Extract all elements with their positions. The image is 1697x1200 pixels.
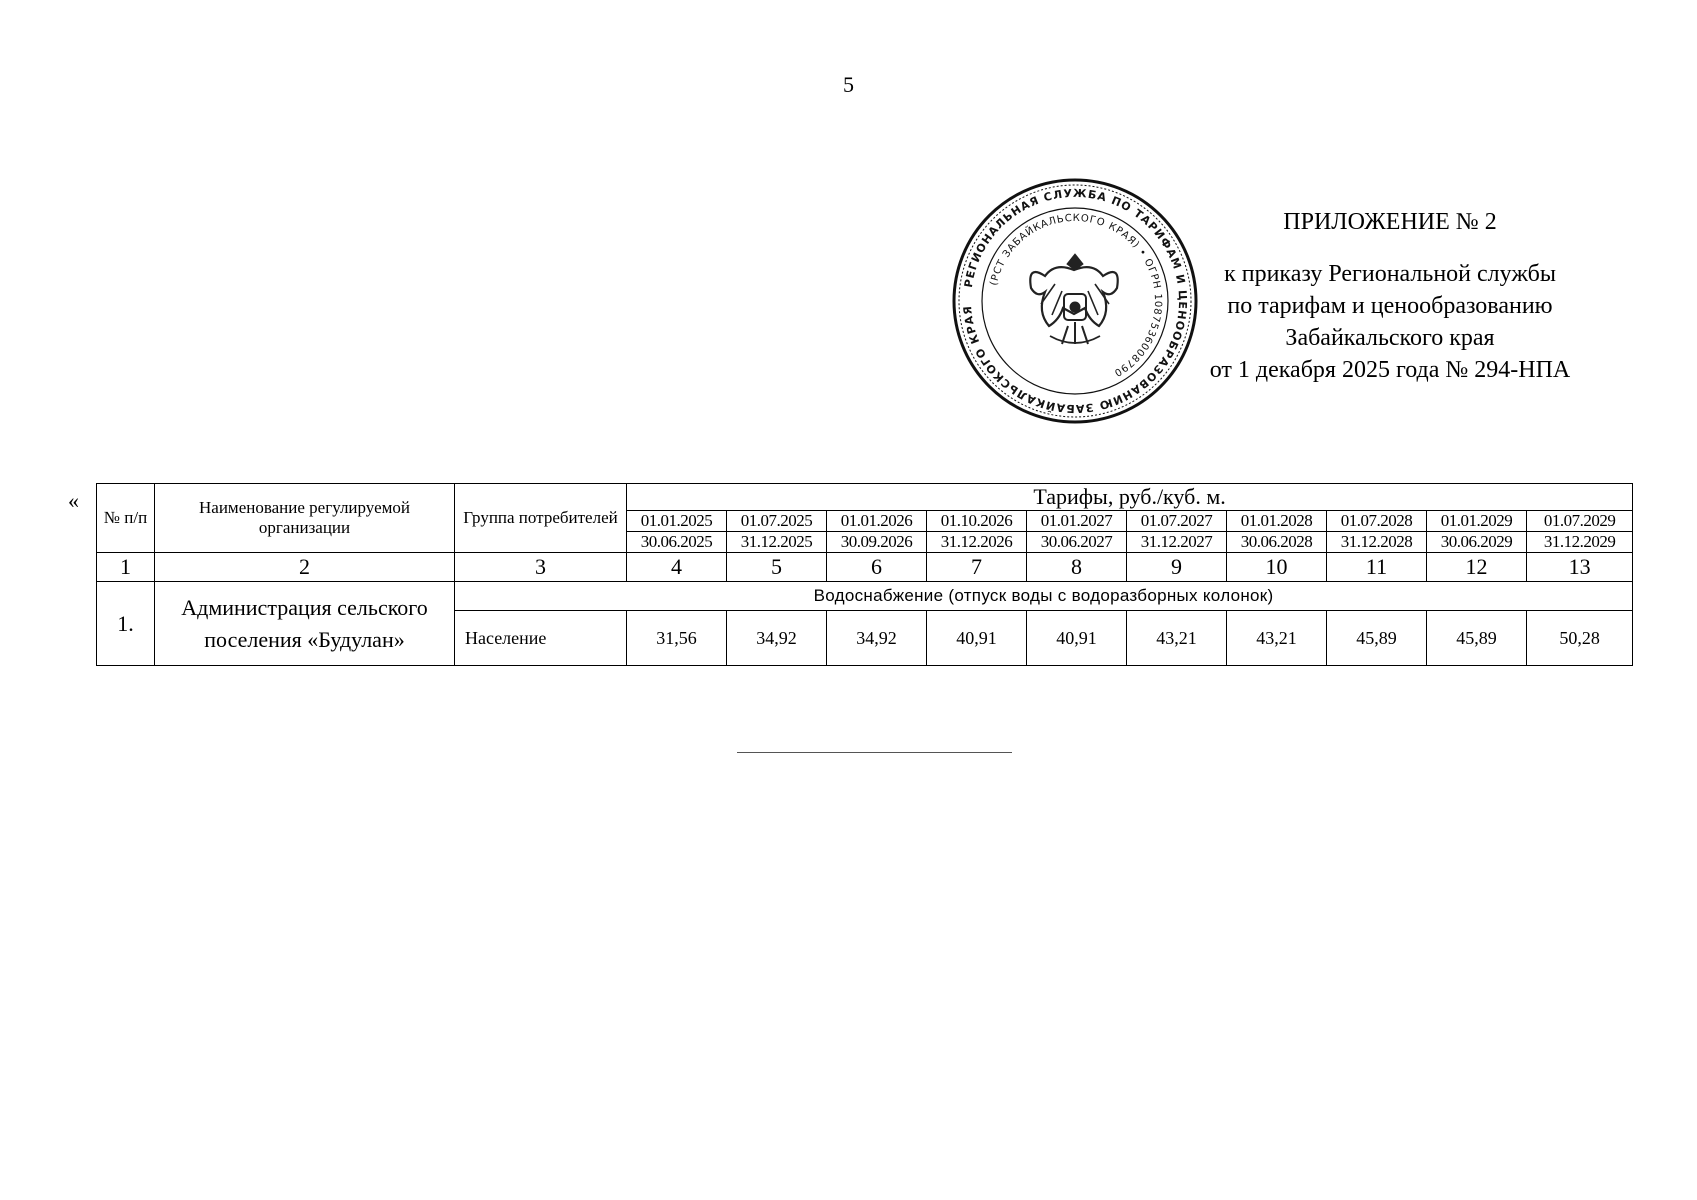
- column-index: 6: [827, 553, 927, 582]
- column-index: 8: [1027, 553, 1127, 582]
- end-divider: [737, 752, 1012, 753]
- period-header: [1127, 511, 1227, 553]
- table-row: [97, 582, 1633, 611]
- period-to: 31.12.2029: [1543, 532, 1616, 551]
- period-to: 30.06.2025: [640, 532, 713, 551]
- period-to: 30.06.2029: [1440, 532, 1513, 551]
- period-from: 01.01.2026: [827, 511, 927, 532]
- consumer-group: Население: [455, 611, 627, 666]
- period-header: [1027, 511, 1127, 553]
- column-index-row: [97, 553, 1633, 582]
- header-group: Группа потребителей: [455, 484, 627, 553]
- period-to: 31.12.2027: [1140, 532, 1213, 551]
- period-header: [927, 511, 1027, 553]
- page-number: 5: [843, 72, 854, 97]
- period-to: 30.09.2026: [840, 532, 913, 551]
- seal-outer-text: РЕГИОНАЛЬНАЯ СЛУЖБА ПО ТАРИФАМ И ЦЕНООБРАЗОВАНИЮ ЗАБАЙКАЛЬСКОГО КРАЯ: [961, 186, 1190, 416]
- opening-quote: «: [68, 488, 79, 513]
- period-from: 01.01.2028: [1227, 511, 1327, 532]
- tariff-value: 45,89: [1427, 611, 1527, 666]
- period-header: [1427, 511, 1527, 553]
- period-to: 30.06.2027: [1040, 532, 1113, 551]
- column-index: 2: [155, 553, 455, 582]
- tariff-value: 34,92: [727, 611, 827, 666]
- column-index: 3: [455, 553, 627, 582]
- organization-name: Администрация сельского поселения «Будулан»: [155, 582, 455, 666]
- tariff-value: 43,21: [1227, 611, 1327, 666]
- period-from: 01.01.2025: [627, 511, 727, 532]
- tariff-value: 50,28: [1527, 611, 1633, 666]
- period-header: [1527, 511, 1633, 553]
- column-index: 7: [927, 553, 1027, 582]
- tariff-value: 43,21: [1127, 611, 1227, 666]
- period-header: [1327, 511, 1427, 553]
- period-header: [1227, 511, 1327, 553]
- double-headed-eagle-icon: [1030, 254, 1117, 344]
- period-to: 30.06.2028: [1240, 532, 1313, 551]
- column-index: 1: [97, 553, 155, 582]
- appendix-title: ПРИЛОЖЕНИЕ № 2: [1283, 209, 1497, 235]
- appendix-line: от 1 декабря 2025 года № 294-НПА: [1209, 357, 1571, 383]
- appendix-line: Забайкальского края: [1285, 325, 1495, 351]
- tariff-value: 40,91: [927, 611, 1027, 666]
- header-num: № п/п: [97, 484, 155, 553]
- column-index: 4: [627, 553, 727, 582]
- tariff-value: 34,92: [827, 611, 927, 666]
- period-from: 01.07.2029: [1527, 511, 1633, 532]
- column-index: 13: [1527, 553, 1633, 582]
- period-header: [827, 511, 927, 553]
- period-header: [627, 511, 727, 553]
- period-header: [727, 511, 827, 553]
- tariff-value: 31,56: [627, 611, 727, 666]
- tariff-value: 40,91: [1027, 611, 1127, 666]
- appendix-line: по тарифам и ценообразованию: [1227, 293, 1553, 319]
- period-from: 01.10.2026: [927, 511, 1027, 532]
- seal-inner-text: (РСТ ЗАБАЙКАЛЬСКОГО КРАЯ) • ОГРН 1087536008790: [988, 212, 1164, 379]
- period-to: 31.12.2025: [740, 532, 813, 551]
- section-title: Водоснабжение (отпуск воды с водоразборных колонок): [455, 582, 1633, 611]
- period-from: 01.07.2028: [1327, 511, 1427, 532]
- header-tariffs: Тарифы, руб./куб. м.: [627, 484, 1633, 511]
- appendix-reference: [1130, 258, 1650, 386]
- column-index: 5: [727, 553, 827, 582]
- period-from: 01.01.2029: [1427, 511, 1527, 532]
- column-index: 10: [1227, 553, 1327, 582]
- appendix-line: к приказу Региональной службы: [1224, 261, 1556, 287]
- column-index: 12: [1427, 553, 1527, 582]
- period-from: 01.01.2027: [1027, 511, 1127, 532]
- period-to: 31.12.2026: [940, 532, 1013, 551]
- tariff-value: 45,89: [1327, 611, 1427, 666]
- column-index: 11: [1327, 553, 1427, 582]
- period-to: 31.12.2028: [1340, 532, 1413, 551]
- column-index: 9: [1127, 553, 1227, 582]
- period-from: 01.07.2027: [1127, 511, 1227, 532]
- row-number: 1.: [97, 582, 155, 666]
- header-org: Наименование регулируемой организации: [155, 484, 455, 553]
- period-from: 01.07.2025: [727, 511, 827, 532]
- tariff-table: [96, 483, 1633, 666]
